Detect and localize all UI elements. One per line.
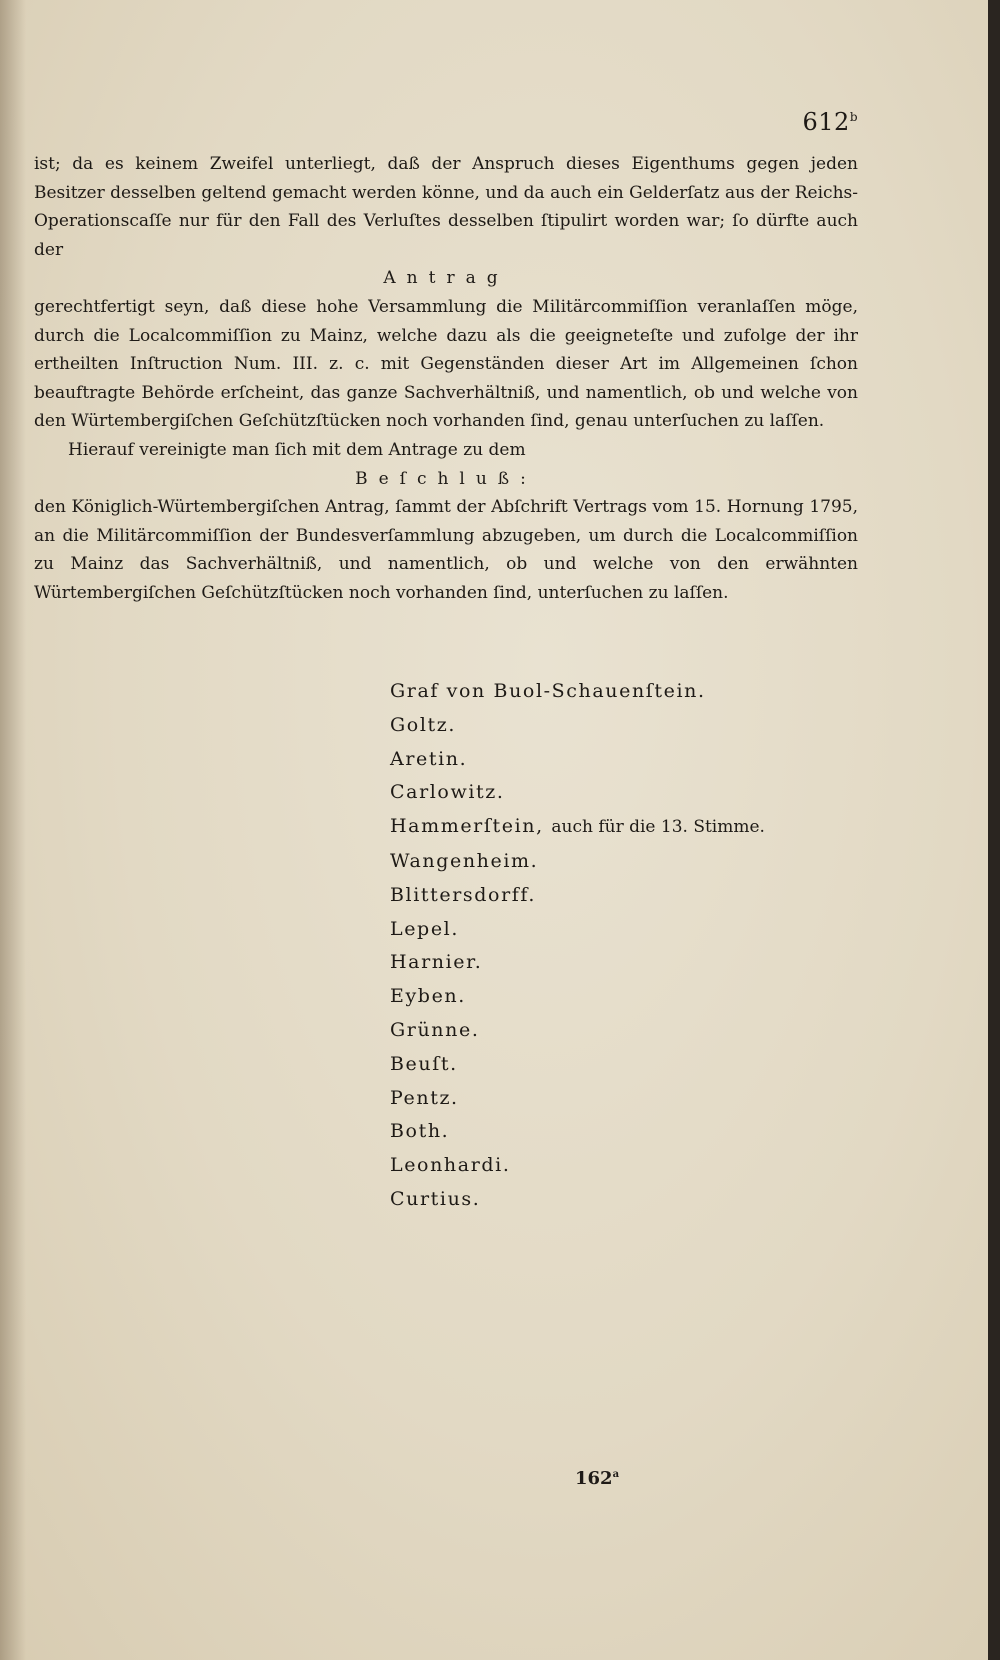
paragraph-1: ist; da es keinem Zweifel unterliegt, daß der Anspruch dieses Eigenthums gegen jeden Besitzer desselben geltend gemacht werden könne, und da auch ein Gelderſatz aus der Reichs-Operationscaſſe nur für den Fall des Verluſtes desselben ſtipulirt worden war; ſo dürfte auch der bbox=[34, 154, 858, 260]
signature-with-note bbox=[390, 810, 765, 845]
signature: Graf von Buol-Schauenſtein. bbox=[390, 680, 706, 702]
page-number-value: 612 bbox=[802, 108, 850, 136]
signature-note: auch für die 13. Stimme. bbox=[551, 817, 765, 838]
signature: Blittersdorff. bbox=[390, 883, 536, 906]
printer-signature-suffix: a bbox=[612, 1469, 620, 1480]
signature-list bbox=[390, 675, 765, 1217]
body-text bbox=[34, 150, 858, 608]
signature: Harnier. bbox=[390, 951, 483, 974]
signature: Both. bbox=[390, 1120, 450, 1143]
signature: Wangenheim. bbox=[390, 849, 539, 872]
signature: Grünne. bbox=[390, 1018, 480, 1041]
signature: Pentz. bbox=[390, 1086, 459, 1109]
paragraph-2: gerechtfertigt seyn, daß diese hohe Versammlung die Militärcommiſſion veranlaſſen möge, durch die Localcommiſſion zu Mainz, welche dazu als die geeigneteſte und zufolge der ihr ertheilten Inſtruction Num. III. z. c. mit Gegenständen dieser Art im Allgemeinen ſchon beauftragte Behörde erſcheint, das ganze Sachverhältniß, und namentlich, ob und welche von den Würtembergiſchen Geſchützſtücken noch vorhanden ſind, genau unterſuchen zu laſſen. bbox=[34, 296, 858, 432]
heading-beschluss: Beſchluß: bbox=[355, 468, 537, 489]
signature: Eyben. bbox=[390, 985, 466, 1008]
printer-signature-number: 162 bbox=[575, 1468, 613, 1489]
signature: Curtius. bbox=[390, 1187, 481, 1210]
signature: Aretin. bbox=[390, 747, 468, 770]
paragraph-4: den Königlich-Würtembergiſchen Antrag, ſammt der Abſchrift Vertrags vom 15. Hornung 1795, an die Militärcommiſſion der Bundesverſammlung abzugeben, um durch die Localcommiſſion zu Mainz das Sachverhältniß, und namentlich, ob und welche von den erwähnten Würtembergiſchen Geſchützſtücken noch vorhanden ſind, unterſuchen zu laſſen. bbox=[34, 497, 858, 603]
printer-signature-mark bbox=[575, 1468, 619, 1489]
signature: Leonhardi. bbox=[390, 1154, 511, 1177]
signature: Carlowitz. bbox=[390, 781, 505, 804]
page-number bbox=[803, 108, 859, 136]
heading-antrag: Antrag bbox=[383, 268, 509, 289]
page-number-suffix: b bbox=[849, 110, 858, 124]
paragraph-3: Hierauf vereinigte man ſich mit dem Antrage zu dem bbox=[68, 439, 526, 460]
signature: Lepel. bbox=[390, 917, 459, 940]
signature: Goltz. bbox=[390, 713, 456, 736]
signature: Hammerſtein, bbox=[390, 815, 544, 838]
signature: Beuſt. bbox=[390, 1052, 458, 1075]
page-gutter-shadow bbox=[0, 0, 26, 1660]
